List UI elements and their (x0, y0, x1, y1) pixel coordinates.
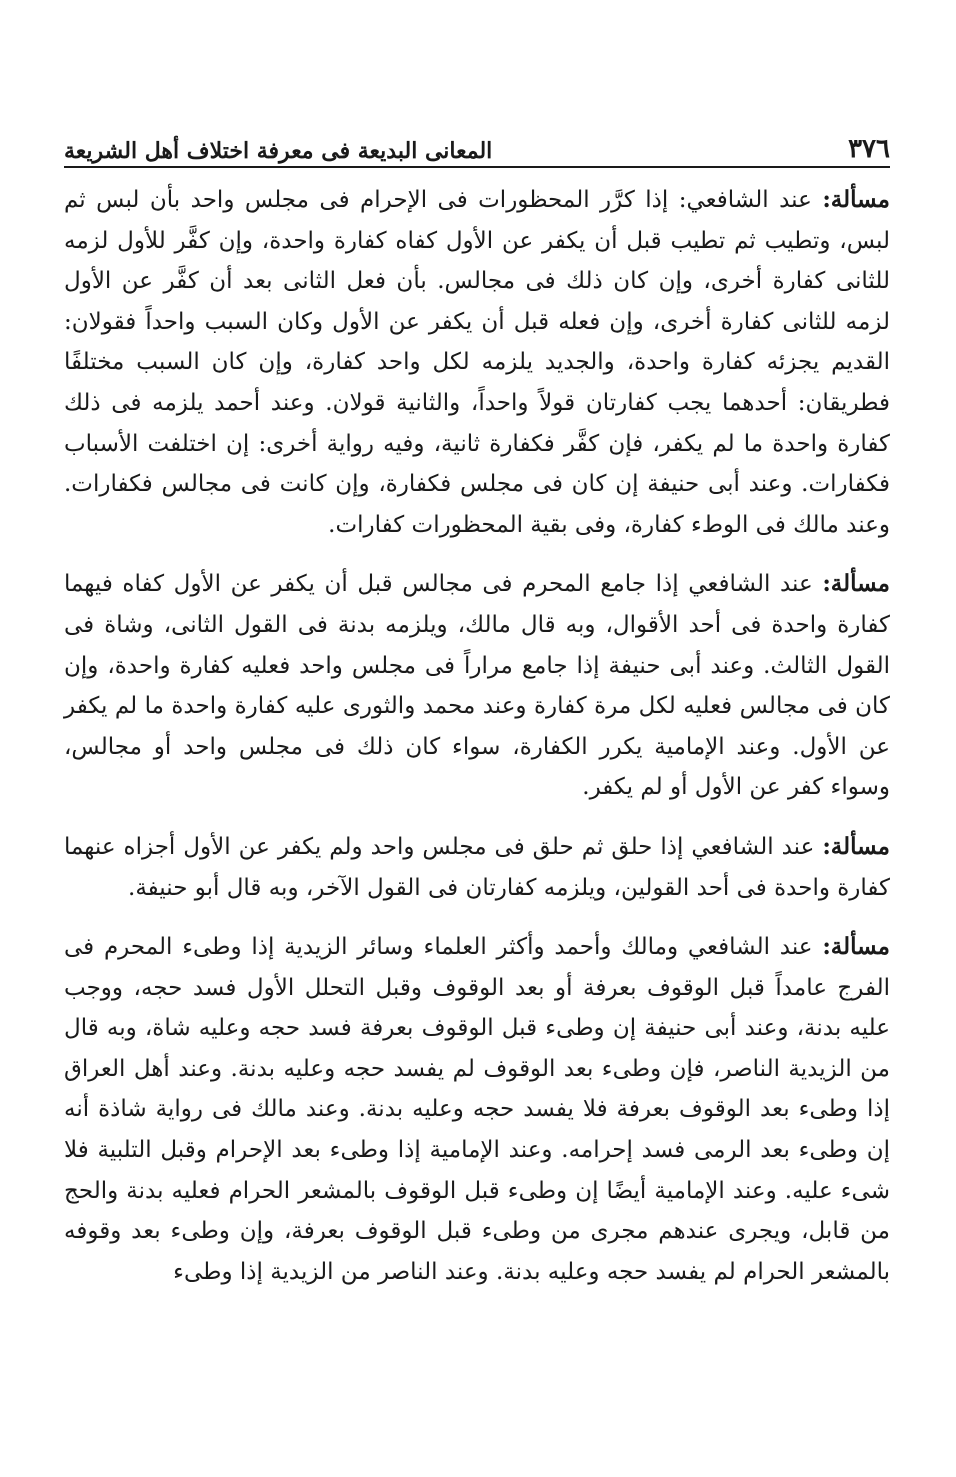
issue-paragraph (64, 827, 890, 908)
issue-heading: مسألة: (822, 933, 890, 961)
header-rule (64, 166, 890, 168)
page-header (64, 128, 890, 164)
page-body (64, 180, 890, 1311)
issue-text: عند الشافعي: إذا كرَّر المحظورات فى الإحرام فى مجلس واحد بأن لبس ثم لبس، وتطيب ثم تطيب قبل أن يكفر عن الأول كفاه كفارة واحدة، وإن كفَّر للأول لزمه للثانى كفارة أخرى، وإن كان ذلك فى مجالس. بأن فعل الثانى بعد أن كفَّر عن الأول لزمه للثانى كفارة أخرى، وإن فعله قبل أن يكفر عن الأول وكان السبب واحداً فقولان: القديم يجزئه كفارة واحدة، والجديد يلزمه لكل واحد كفارة، وإن كان السبب مختلفًا فطريقان: أحدهما يجب كفارتان قولاً واحداً، والثانية قولان. وعند أحمد يلزمه فى ذلك كفارة واحدة ما لم يكفر، فإن كفَّر فكفارة ثانية، وفيه رواية أخرى: إن اختلفت الأسباب فكفارات. وعند أبى حنيفة إن كان فى مجلس فكفارة، وإن كانت فى مجالس فكفارات. وعند مالك فى الوطء كفارة، وفى بقية المحظورات كفارات. (64, 187, 890, 538)
issue-text: عند الشافعي إذا جامع المحرم فى مجالس قبل أن يكفر عن الأول كفاه فيهما كفارة واحدة فى أحد الأقوال، وبه قال مالك، ويلزمه بدنة فى القول الثانى، وشاة فى القول الثالث. وعند أبى حنيفة إذا جامع مراراً فى مجلس واحد فعليه كفارة واحدة، وإن كان فى مجالس فعليه لكل مرة كفارة وعند محمد والثورى عليه كفارة واحدة ما لم يكفر عن الأول. وعند الإمامية يكرر الكفارة، سواء كان ذلك فى مجلس واحد أو مجالس، وسواء كفر عن الأول أو لم يكفر. (64, 571, 890, 801)
issue-text: عند الشافعي ومالك وأحمد وأكثر العلماء وسائر الزيدية إذا وطىء المحرم فى الفرج عامداً قبل الوقوف بعرفة أو بعد الوقوف وقبل التحلل الأول فسد حجه، ووجب عليه بدنة، وعند أبى حنيفة إن وطىء قبل الوقوف بعرفة فسد حجه وعليه شاة، وبه قال من الزيدية الناصر، فإن وطىء بعد الوقوف لم يفسد حجه وعليه بدنة. وعند أهل العراق إذا وطىء بعد الوقوف بعرفة فلا يفسد حجه وعليه بدنة. وعند مالك فى رواية شاذة أنه إن وطىء بعد الرمى فسد إحرامه. وعند الإمامية إذا وطىء بعد الإحرام وقبل التلبية فلا شىء عليه. وعند الإمامية أيضًا إن وطىء قبل الوقوف بالمشعر الحرام فعليه بدنة والحج من قابل، ويجرى عندهم مجرى من وطىء قبل الوقوف بعرفة، وإن وطىء بعد وقوفه بالمشعر الحرام لم يفسد حجه وعليه بدنة. وعند الناصر من الزيدية إذا وطىء (64, 934, 890, 1285)
issue-paragraph (64, 927, 890, 1292)
running-title: المعانى البديعة فى معرفة اختلاف أهل الشريعة (64, 138, 493, 164)
issue-paragraph (64, 180, 890, 545)
issue-heading: مسألة: (822, 570, 890, 598)
issue-text: عند الشافعي إذا حلق ثم حلق فى مجلس واحد ولم يكفر عن الأول أجزاه عنهما كفارة واحدة فى أحد القولين، ويلزمه كفارتان فى القول الآخر، وبه قال أبو حنيفة. (64, 833, 890, 901)
issue-paragraph (64, 564, 890, 808)
issue-heading: مسألة: (822, 186, 890, 213)
issue-heading: مسألة: (822, 832, 890, 860)
page-number: ٣٧٦ (848, 134, 890, 164)
